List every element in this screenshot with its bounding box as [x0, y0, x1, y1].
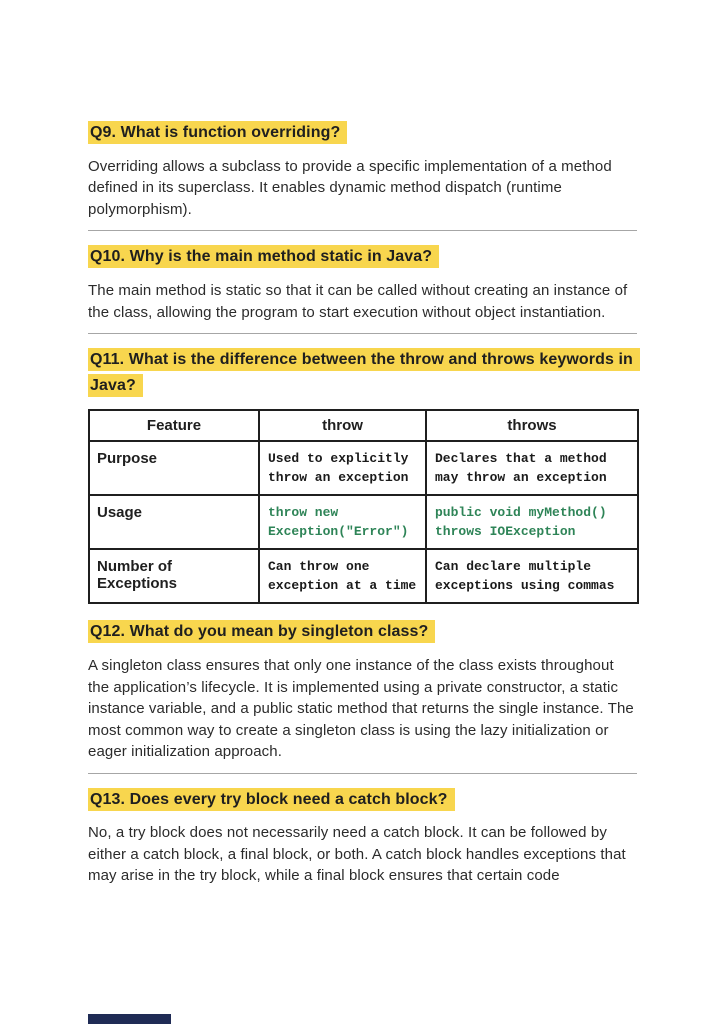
throws-usage-code: public void myMethod() throws IOException: [426, 495, 638, 549]
throws-number-cell: Can declare multiple exceptions using commas: [426, 549, 638, 603]
column-header-throws: throws: [426, 410, 638, 441]
throw-vs-throws-table: [88, 409, 639, 604]
throw-purpose-cell: Used to explicitly throw an exception: [259, 441, 426, 495]
column-header-throw: throw: [259, 410, 426, 441]
question-heading-q9: [88, 120, 637, 146]
section-divider: [88, 230, 637, 231]
feature-label: Purpose: [89, 441, 259, 495]
question-heading-q10: [88, 244, 637, 270]
table-row-number-of-exceptions: [89, 549, 638, 603]
throw-usage-code: throw new Exception("Error"): [259, 495, 426, 549]
section-q11: [88, 347, 637, 604]
section-divider: [88, 333, 637, 334]
heading-highlight: Q9. What is function overriding?: [88, 121, 347, 144]
question-heading-q13: [88, 787, 637, 813]
feature-label: Number of Exceptions: [89, 549, 259, 603]
section-divider: [88, 773, 637, 774]
column-header-feature: Feature: [89, 410, 259, 441]
throw-number-cell: Can throw one exception at a time: [259, 549, 426, 603]
table-row-purpose: [89, 441, 638, 495]
throws-purpose-cell: Declares that a method may throw an exception: [426, 441, 638, 495]
question-heading-q11: [88, 347, 637, 399]
section-q9: [88, 120, 637, 220]
heading-highlight: Q11. What is the difference between the throw and throws keywords in Java?: [88, 348, 640, 397]
answer-paragraph-q9: Overriding allows a subclass to provide a specific implementation of a method defined in its superclass. It enables dynamic method dispatch (runtime polymorphism).: [88, 157, 612, 218]
table-row-usage: [89, 495, 638, 549]
document-content: [88, 120, 637, 887]
section-q13: [88, 787, 637, 887]
section-q10: [88, 244, 637, 323]
question-heading-q12: [88, 619, 637, 645]
feature-label: Usage: [89, 495, 259, 549]
answer-paragraph-q12: A singleton class ensures that only one instance of the class exists throughout the application’s lifecycle. It is implemented using a private constructor, a static instance variable, and a public static method that returns the single instance. The most common way to create a singleton class is using the lazy initialization or eager initialization approach.: [88, 657, 634, 761]
heading-highlight: Q12. What do you mean by singleton class?: [88, 620, 435, 643]
heading-highlight: Q13. Does every try block need a catch block?: [88, 788, 455, 811]
answer-paragraph-q13: No, a try block does not necessarily need a catch block. It can be followed by either a catch block, a final block, or both. A catch block handles exceptions that may arise in the try block, while a final block ensures that certain code: [88, 824, 626, 885]
section-q12: [88, 619, 637, 762]
answer-paragraph-q10: The main method is static so that it can be called without creating an instance of the class, allowing the program to start execution without object instantiation.: [88, 282, 628, 321]
partial-next-element: [88, 1014, 171, 1024]
table-header-row: [89, 410, 638, 441]
heading-highlight: Q10. Why is the main method static in Java?: [88, 245, 439, 268]
